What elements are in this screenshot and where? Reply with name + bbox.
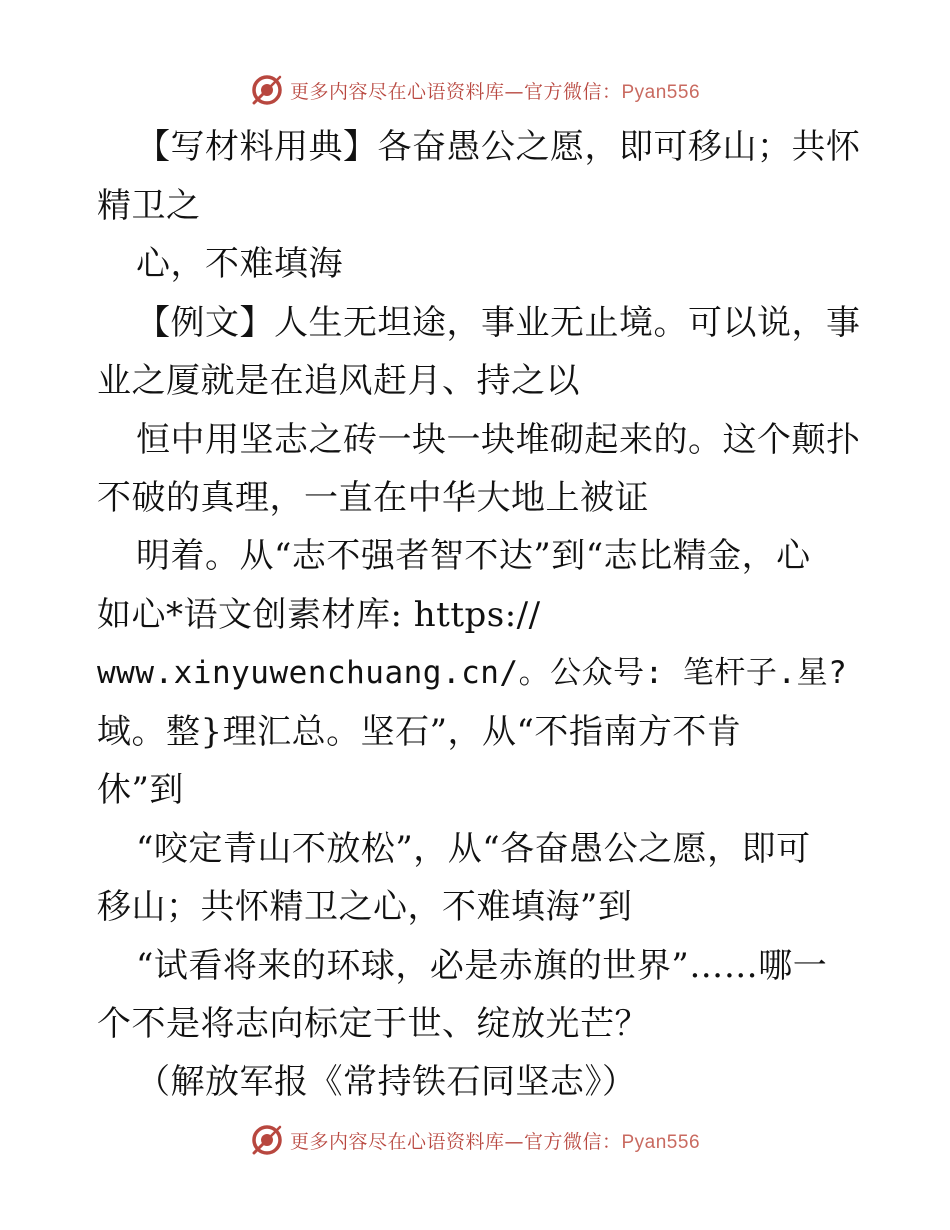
text-line: 不破的真理，一直在中华大地上被证	[97, 478, 649, 518]
banner-text: 更多内容尽在心语资料库—官方微信：Pyan556	[289, 80, 701, 103]
quill-circle-logo-icon	[250, 1123, 284, 1157]
text-line: 休”到	[97, 770, 184, 810]
source-citation: （解放军报《常持铁石同坚志》）	[136, 1062, 637, 1102]
quill-circle-logo-icon	[250, 73, 284, 107]
text-line: 恒中用坚志之砖一块一块堆砌起来的。这个颠扑	[136, 420, 861, 460]
text-line: 【例文】人生无坦途，事业无止境。可以说，事	[136, 303, 861, 343]
text-line: 域。整}理汇总。坚石”，从“不指南方不肯	[97, 712, 742, 752]
footer-banner	[0, 1120, 950, 1160]
text-line: www.xinyuwenchuang.cn/。公众号: 笔杆子.星?	[97, 655, 848, 691]
text-line: 【写材料用典】各奋愚公之愿，即可移山；共怀	[136, 127, 861, 167]
text-line: 精卫之	[97, 186, 201, 226]
text-line: 如心*语文创素材库: https://	[97, 595, 541, 635]
text-line: 心，不难填海	[136, 244, 343, 284]
header-banner	[0, 70, 950, 110]
text-line: 明着。从“志不强者智不达”到“志比精金，心	[136, 536, 811, 576]
text-line: “咬定青山不放松”，从“各奋愚公之愿，即可	[136, 829, 811, 869]
banner-text: 更多内容尽在心语资料库—官方微信：Pyan556	[289, 1130, 701, 1153]
text-line: 移山；共怀精卫之心，不难填海”到	[97, 887, 633, 927]
text-line: “试看将来的环球，必是赤旗的世界”……哪一	[136, 946, 828, 986]
text-line: 业之厦就是在追风赶月、持之以	[97, 361, 580, 401]
text-line: 个不是将志向标定于世、绽放光芒？	[97, 1004, 649, 1044]
